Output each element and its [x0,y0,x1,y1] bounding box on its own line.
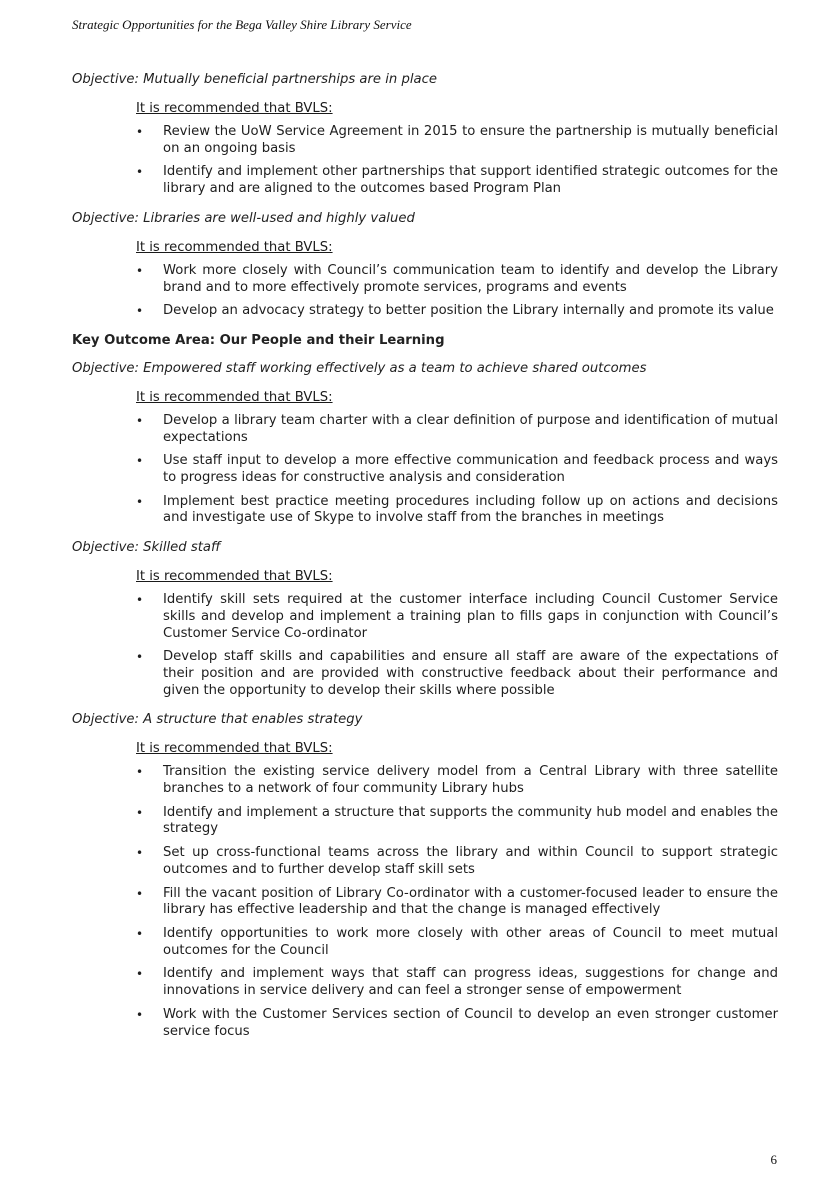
objective-heading: Objective: Empowered staff working effectively as a team to achieve shared outcomes [72,360,647,376]
list-item-text: Identify skill sets required at the customer interface including Council Customer Service skills and develop and implement a training plan to fills gaps in conjunction with Council’s Customer Service Co-ordinator [163,592,778,641]
page-number: 6 [770,1152,777,1167]
list-item-text: Identify and implement a structure that supports the community hub model and enables the strategy [163,804,778,837]
bullet-icon: • [136,886,144,901]
list-item [136,1006,778,1040]
key-outcome-area-heading: Key Outcome Area: Our People and their Learning [72,332,445,348]
objective-heading: Objective: Libraries are well-used and highly valued [72,210,415,226]
list-item [136,649,778,699]
list-item [136,262,778,296]
bullet-icon: • [136,494,144,509]
document-body [72,71,778,1052]
list-item [136,885,778,919]
bullet-icon: • [136,304,144,319]
list-item [136,164,778,197]
list-item [136,804,778,838]
list-item [136,412,778,446]
list-item-text: Review the UoW Service Agreement in 2015 to ensure the partnership is mutually beneficial on an ongoing basis [163,124,778,156]
list-item-text: Identify opportunities to work more closely with other areas of Council to meet mutual outcomes for the Council [163,925,778,958]
bullet-icon: • [136,846,144,861]
list-item-text: Transition the existing service delivery model from a Central Library with three satellite branches to a network of four community Library hubs [163,764,778,797]
recommendation-label: It is recommended that BVLS: [136,101,333,116]
bullet-icon: • [136,650,144,665]
list-item-text: Work more closely with Council’s communication team to identify and develop the Library brand and to more effectively promote services, programs and events [163,262,778,295]
list-item-text: Work with the Customer Services section of Council to develop an even stronger customer service focus [163,1006,778,1039]
list-item [136,966,778,999]
recommendation-list [72,413,778,527]
objective-heading: Objective: Skilled staff [72,540,221,556]
objective-section [72,210,778,320]
list-item [136,925,778,959]
bullet-icon: • [136,765,144,780]
objective-heading: Objective: A structure that enables strategy [72,712,363,728]
list-item [136,845,778,878]
recommendation-list [72,764,778,1040]
list-item-text: Develop staff skills and capabilities and ensure all staff are aware of the expectations of their position and are provided with constructive feedback about their performance and given the opportunity to develop their skills where possible [163,649,778,698]
bullet-icon: • [136,413,144,428]
bullet-icon: • [136,125,144,139]
bullet-icon: • [136,967,144,982]
recommendation-label: It is recommended that BVLS: [136,239,333,255]
recommendation-label: It is recommended that BVLS: [136,389,333,405]
recommendation-label: It is recommended that BVLS: [136,569,333,585]
recommendation-label: It is recommended that BVLS: [136,741,333,757]
list-item-text: Identify and implement ways that staff can progress ideas, suggestions for change and innovations in service delivery and can feel a stronger sense of empowerment [163,966,778,999]
bullet-icon: • [136,263,144,278]
objective-heading: Objective: Mutually beneficial partnerships are in place [72,72,437,87]
list-item-text: Fill the vacant position of Library Co-ordinator with a customer-focused leader to ensure the library has effective leadership and that the change is managed effectively [163,885,778,918]
recommendation-list [72,124,778,198]
bullet-icon: • [136,593,144,608]
bullet-icon: • [136,1007,144,1022]
running-header: Strategic Opportunities for the Bega Valley Shire Library Service [72,17,412,32]
list-item-text: Set up cross-functional teams across the library and within Council to support strategic outcomes and to further develop staff skill sets [163,845,778,877]
list-item [136,453,778,486]
objective-section [72,332,778,527]
list-item [136,493,778,527]
recommendation-list [72,263,778,320]
list-item [136,764,778,797]
list-item-text: Develop an advocacy strategy to better position the Library internally and promote its value [163,303,774,319]
objective-section [72,711,778,1040]
list-item [136,124,778,157]
bullet-icon: • [136,165,144,180]
list-item-text: Implement best practice meeting procedures including follow up on actions and decisions and investigate use of Skype to involve staff from the branches in meetings [163,493,778,526]
list-item-text: Use staff input to develop a more effective communication and feedback process and ways to progress ideas for constructive analysis and consideration [163,453,778,486]
bullet-icon: • [136,926,144,941]
objective-section [72,71,778,198]
list-item [136,592,778,642]
list-item-text: Develop a library team charter with a clear definition of purpose and identification of mutual expectations [163,412,778,445]
recommendation-list [72,592,778,699]
list-item-text: Identify and implement other partnerships that support identified strategic outcomes for the library and are aligned to the outcomes based Program Plan [163,164,778,197]
objective-section [72,539,778,699]
bullet-icon: • [136,805,144,820]
list-item [136,303,778,320]
bullet-icon: • [136,454,144,469]
